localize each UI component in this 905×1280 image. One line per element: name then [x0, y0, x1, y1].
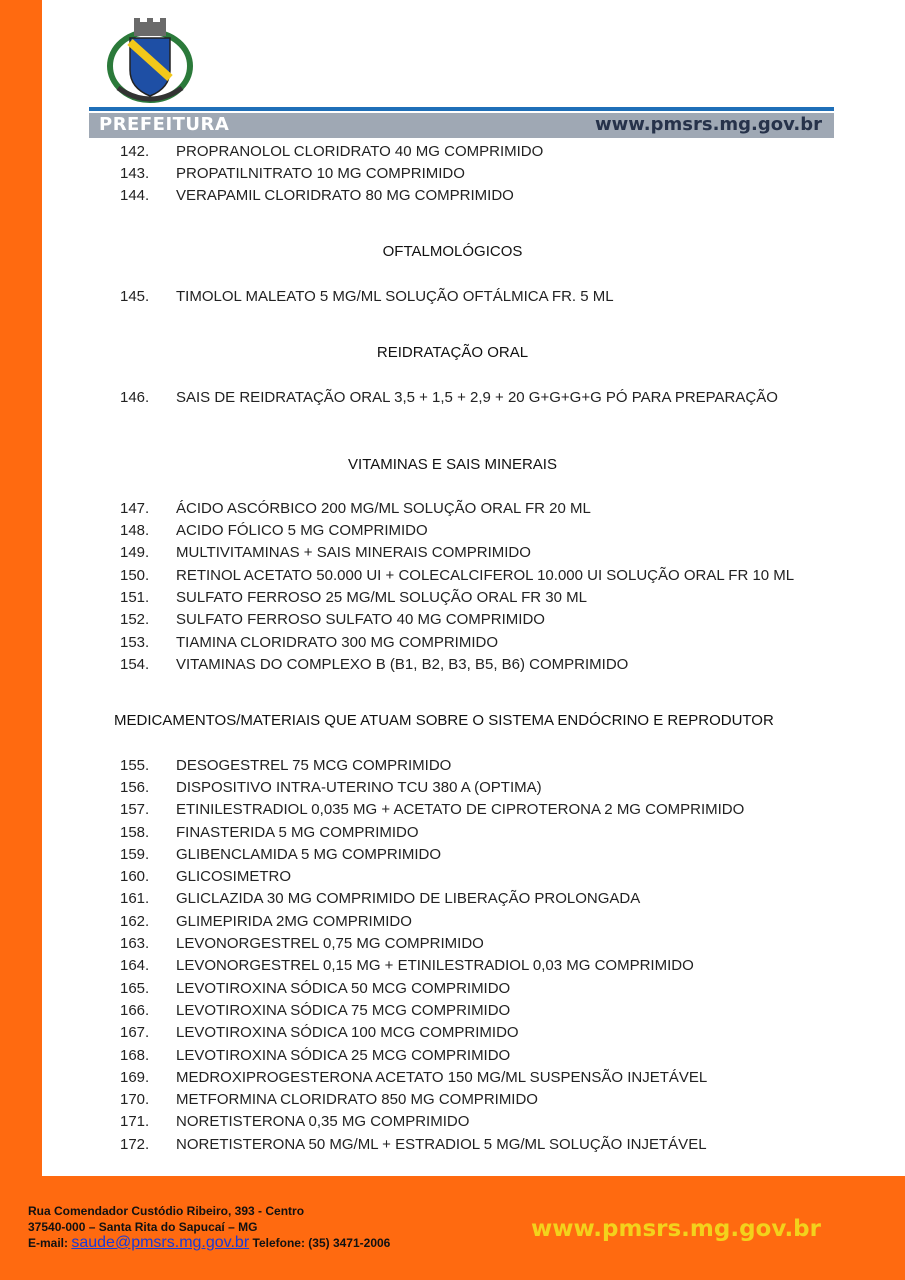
footer-address-line2: 37540-000 – Santa Rita do Sapucaí – MG	[28, 1220, 258, 1234]
coat-of-arms-logo	[104, 18, 196, 104]
section-heading-reidratacao: REIDRATAÇÃO ORAL	[376, 344, 529, 361]
footer-email-label: E-mail:	[28, 1236, 69, 1250]
footer-contact	[28, 1203, 390, 1251]
section-heading-endocrino: MEDICAMENTOS/MATERIAIS QUE ATUAM SOBRE O SISTEMA ENDÓCRINO E REPRODUTOR	[114, 712, 774, 729]
footer-email-row	[28, 1235, 390, 1251]
footer-website: www.pmsrs.mg.gov.br	[531, 1216, 821, 1242]
footer-address-line1: Rua Comendador Custódio Ribeiro, 393 - Centro	[28, 1204, 305, 1218]
banner-title: PREFEITURA	[99, 114, 230, 135]
section-heading-oftalmologicos: OFTALMOLÓGICOS	[382, 243, 523, 260]
banner-website: www.pmsrs.mg.gov.br	[595, 114, 822, 135]
footer-phone: Telefone: (35) 3471-2006	[252, 1236, 391, 1250]
footer-email-link[interactable]: saude@pmsrs.mg.gov.br	[71, 1234, 250, 1251]
header-rule	[89, 107, 834, 111]
header-banner	[89, 113, 834, 138]
section-heading-vitaminas: VITAMINAS E SAIS MINERAIS	[348, 456, 557, 473]
